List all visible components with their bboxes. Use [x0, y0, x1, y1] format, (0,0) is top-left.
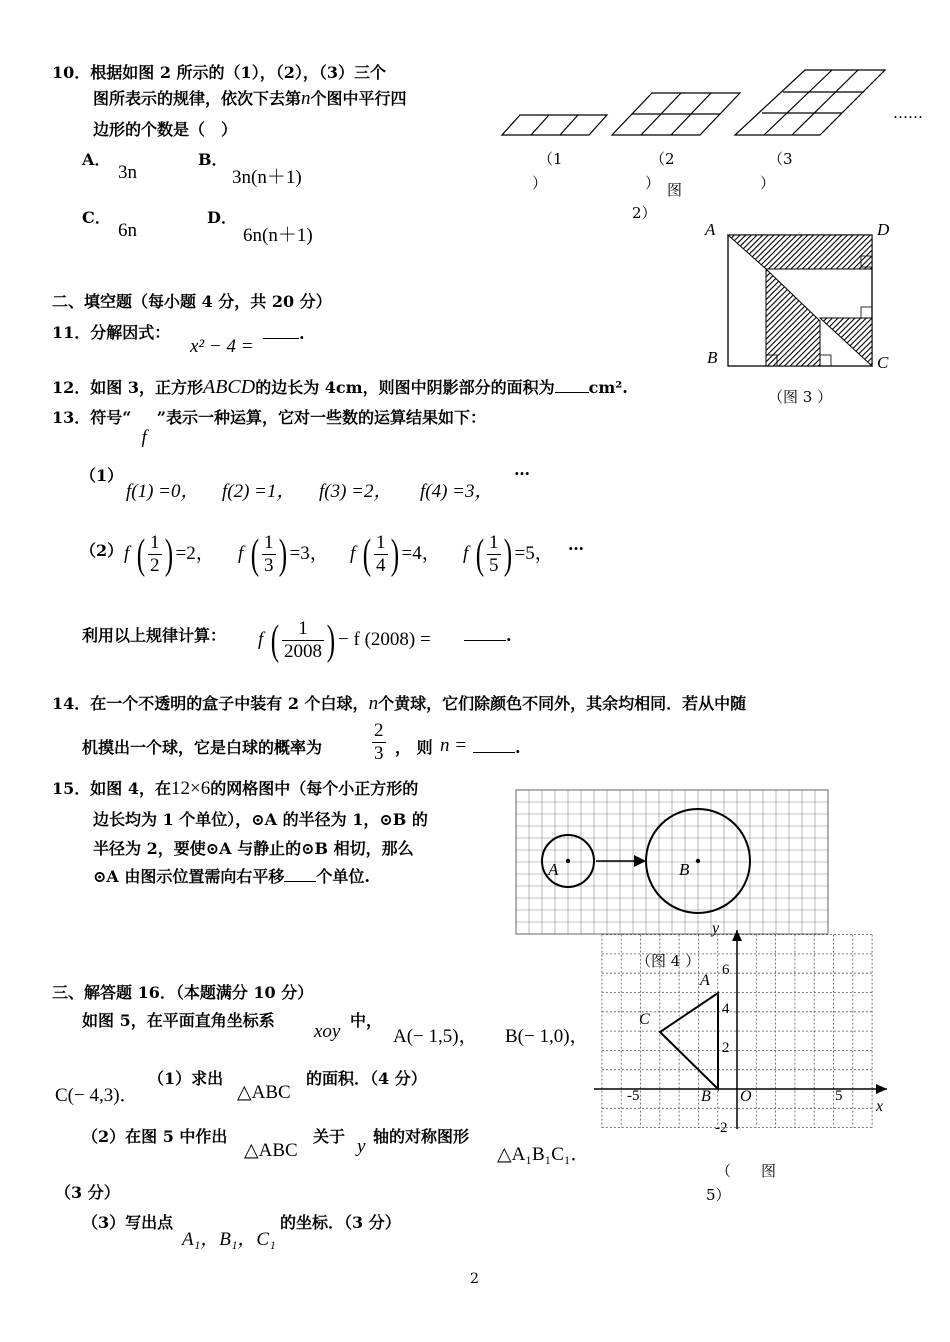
q16-xoy: xoy: [314, 1021, 341, 1042]
q13-row1-dots: …: [514, 460, 530, 479]
fig2-label-2a: （2: [650, 150, 675, 168]
fig5-tick-6: 6: [722, 962, 730, 978]
q16-p1b: 的面积．（4 分）: [306, 1069, 427, 1088]
q14-line1: 14．在一个不透明的盒子中装有 2 个白球，n个黄球，它们除颜色不同外，其余均相同．若从中随: [52, 693, 747, 714]
q10-optA: 3n: [118, 162, 137, 183]
fig5-tick-neg5: -5: [627, 1088, 640, 1104]
q14-probability: $\frac{2}{3}$: [374, 720, 384, 764]
fig2-label-1b: ）: [532, 174, 548, 192]
q13-row1-label: （1）: [80, 466, 124, 485]
fig2-caption-a: 图: [667, 181, 683, 199]
q13-row2-item1: f ( $\frac{1}{2}$ ) =2，: [124, 531, 215, 578]
q15-line4: ⊙A 由图示位置需向右平移 个单位.: [93, 867, 370, 886]
q16-p2-y: y: [357, 1136, 366, 1157]
q15-line1: 15．如图 4，在12×6的网格图中（每个小正方形的: [52, 778, 419, 799]
fig2-ellipsis: ……: [893, 104, 923, 122]
q10-optB: 3n(n＋1): [232, 167, 302, 188]
fig4-caption: （图 4 ）: [636, 952, 701, 970]
figure-3-square: [728, 235, 873, 367]
q13-row2-dots: …: [568, 535, 584, 554]
q10-line3: 边形的个数是（ ）: [93, 120, 238, 139]
q16-p2b: 关于: [313, 1127, 346, 1146]
fig5-point-C: C: [639, 1011, 650, 1028]
q13-row1-item4: f(4) =3，: [420, 481, 494, 502]
fig5-origin: O: [740, 1088, 752, 1105]
fig3-point-C: C: [877, 353, 889, 372]
q10-line2: 图所表示的规律，依次下去第n个图中平行四: [93, 88, 407, 109]
q14-line2-tail: ， 则: [395, 738, 433, 757]
q10-optB-label: B．: [198, 150, 228, 169]
section-2-title: 二、填空题（每小题 4 分，共 20 分）: [52, 292, 332, 311]
q14-line2: 机摸出一个球，它是白球的概率为: [82, 738, 323, 757]
q12-answer-blank[interactable]: [555, 392, 589, 393]
page-number: 2: [470, 1271, 479, 1287]
q10-optA-label: A．: [82, 150, 111, 169]
q13-calc-expression: f ( $\frac{1}{2008}$ ) − f (2008) =: [258, 617, 431, 664]
fig4-point-A: A: [548, 860, 559, 879]
fig5-point-A: A: [700, 972, 710, 989]
q16-p2-triangle1: △A₁B₁C₁．: [497, 1144, 590, 1165]
fig5-axis-x: x: [876, 1098, 884, 1115]
q14-n-eq: n =: [440, 735, 468, 756]
q13-row2-item3: f ( $\frac{1}{4}$ ) =4，: [350, 531, 441, 578]
q16-p2c: 轴的对称图形: [373, 1127, 470, 1146]
q10-line1: 10．根据如图 2 所示的（1），（2），（3）三个: [52, 63, 386, 82]
q16-p3b: 的坐标．（3 分）: [280, 1213, 401, 1232]
q15-line2: 边长均为 1 个单位），⊙A 的半径为 1，⊙B 的: [93, 810, 428, 829]
q16-p2d: （3 分）: [55, 1183, 120, 1202]
q16-point-C: C(− 4,3)．: [55, 1085, 139, 1106]
q14-answer-blank[interactable]: .: [473, 738, 521, 758]
q13-row2-label: （2）: [80, 541, 124, 560]
fig5-axis-y: y: [712, 920, 720, 937]
fig5-tick-4: 4: [722, 1001, 730, 1017]
q15-answer-blank[interactable]: [284, 881, 316, 882]
fig2-label-3b: ）: [760, 174, 776, 192]
q10-optC: 6n: [118, 220, 137, 241]
figure-4-grid: [516, 790, 828, 934]
q11-answer-blank[interactable]: .: [263, 324, 305, 344]
fig5-tick-2: 2: [722, 1040, 730, 1056]
q10-optC-label: C．: [82, 208, 111, 227]
q13-row1-item2: f(2) =1，: [222, 481, 296, 502]
q13-answer-blank[interactable]: .: [464, 626, 512, 646]
fig2-caption-b: 2）: [632, 204, 657, 222]
fig4-point-B: B: [679, 860, 690, 879]
fig2-label-2b: ）: [645, 174, 661, 192]
fig2-label-3a: （3: [768, 150, 793, 168]
q13-row2-item4: f ( $\frac{1}{5}$ ) =5，: [463, 531, 554, 578]
q16-p2-triangle: △ABC: [244, 1140, 298, 1161]
q16-p2a: （2）在图 5 中作出: [82, 1127, 228, 1146]
fig3-caption: （图 3 ）: [768, 388, 833, 406]
q16-p3-points: A₁，B₁，C₁: [182, 1229, 276, 1250]
fig5-point-B: B: [701, 1088, 711, 1105]
q16-p1a: （1）求出: [148, 1069, 224, 1088]
q16-point-B: B(− 1,0)，: [505, 1026, 589, 1047]
q11-text: 11．分解因式：: [52, 323, 171, 342]
fig2-label-1a: （1: [538, 150, 563, 168]
fig5-tick-5: 5: [835, 1088, 843, 1104]
q13-row1-item1: f(1) =0，: [126, 481, 200, 502]
fig3-point-B: B: [707, 348, 718, 367]
q13-text: 13．符号“f”表示一种运算，它对一些数的运算结果如下：: [52, 408, 486, 448]
q10-optD: 6n(n＋1): [243, 225, 313, 246]
q16-point-A: A(− 1,5)，: [393, 1026, 478, 1047]
q16-line1: 如图 5，在平面直角坐标系: [82, 1011, 275, 1030]
q16-zhong: 中，: [350, 1011, 383, 1030]
q12-text: 12．如图 3，正方形ABCD的边长为 4cm，则图中阴影部分的面积为 cm².: [52, 376, 628, 398]
fig3-point-D: D: [877, 220, 890, 239]
fig5-tick-neg2: -2: [715, 1120, 728, 1136]
q11-expression: x² − 4 =: [190, 336, 254, 357]
q15-line3: 半径为 2，要使⊙A 与静止的⊙B 相切，那么: [93, 839, 414, 858]
fig5-caption-a: （ 图: [716, 1162, 777, 1180]
fig5-caption-b: 5）: [706, 1186, 731, 1204]
q13-row1-item3: f(3) =2，: [319, 481, 393, 502]
q13-calc-text: 利用以上规律计算：: [82, 626, 227, 645]
q10-optD-label: D．: [207, 208, 237, 227]
q16-p1-triangle: △ABC: [237, 1082, 291, 1103]
q13-row2-item2: f ( $\frac{1}{3}$ ) =3，: [238, 531, 329, 578]
section-3-title: 三、解答题 16．（本题满分 10 分）: [52, 983, 314, 1002]
fig3-point-A: A: [705, 220, 716, 239]
q16-p3a: （3）写出点: [82, 1213, 174, 1232]
figure-2-parallelograms: [500, 68, 900, 138]
